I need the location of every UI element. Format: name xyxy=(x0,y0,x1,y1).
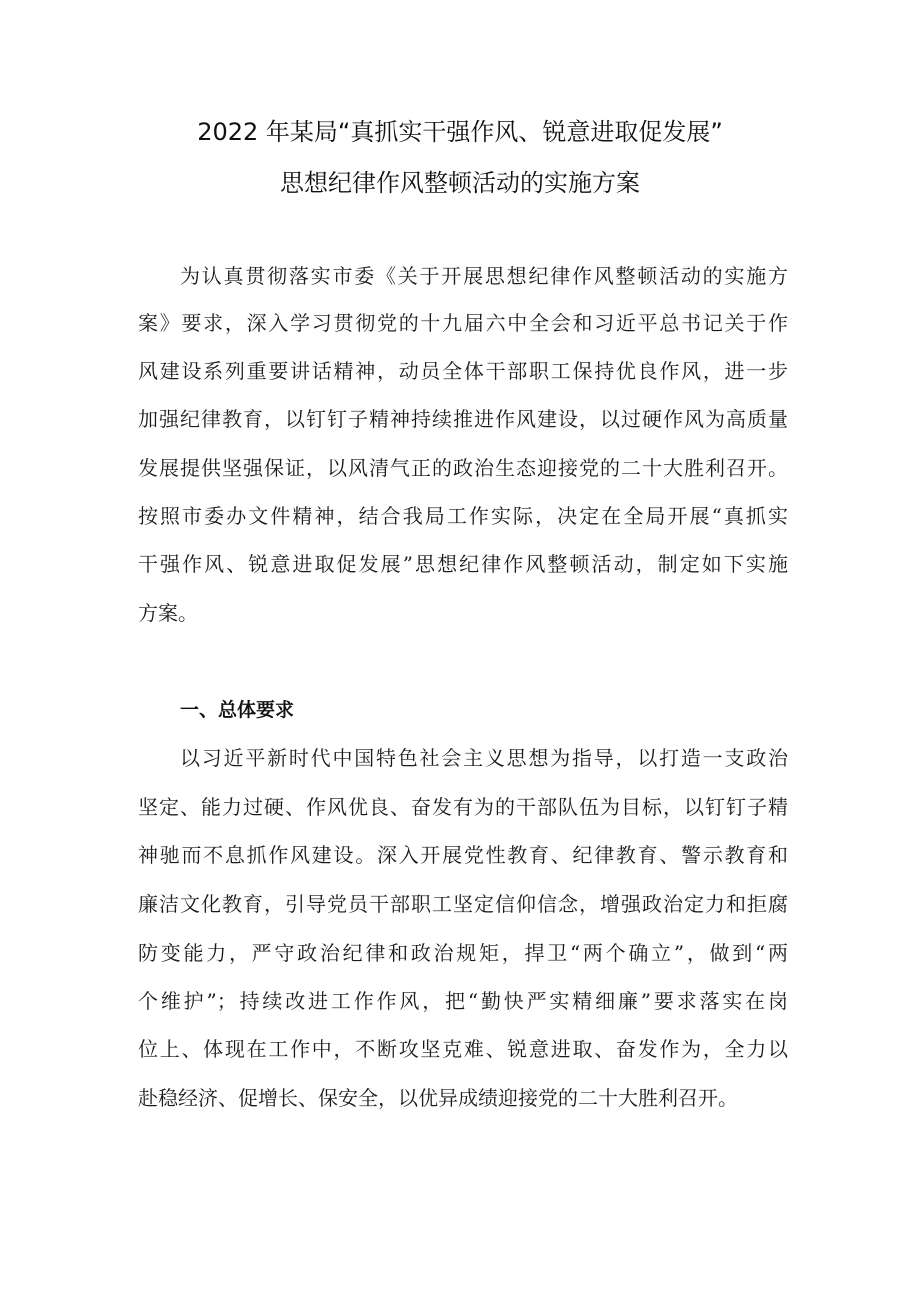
section-paragraph-line: 以习近平新时代中国特色社会主义思想为指导，以打造一支政治 xyxy=(180,746,788,770)
intro-paragraph-line: 风建设系列重要讲话精神，动员全体干部职工保持优良作风，进一步 xyxy=(138,359,788,383)
intro-paragraph-line: 发展提供坚强保证，以风清气正的政治生态迎接党的二十大胜利召开。 xyxy=(138,456,788,480)
section-paragraph-line: 防变能力，严守政治纪律和政治规矩，捍卫“两个确立”，做到“两 xyxy=(138,941,788,965)
section-paragraph-line: 个维护”；持续改进工作作风，把“勤快严实精细廉”要求落实在岗 xyxy=(138,989,788,1013)
section-paragraph-line: 位上、体现在工作中，不断攻坚克难、锐意进取、奋发作为，全力以 xyxy=(138,1037,788,1061)
intro-paragraph-line: 方案。 xyxy=(138,601,198,625)
section-paragraph-line: 赴稳经济、促增长、保安全，以优异成绩迎接党的二十大胜利召开。 xyxy=(138,1086,738,1110)
section-paragraph-line: 神驰而不息抓作风建设。深入开展党性教育、纪律教育、警示教育和 xyxy=(138,843,788,867)
intro-paragraph-line: 为认真贯彻落实市委《关于开展思想纪律作风整顿活动的实施方 xyxy=(180,264,788,288)
section-paragraph-line: 坚定、能力过硬、作风优良、奋发有为的干部队伍为目标，以钉钉子精 xyxy=(138,795,788,819)
section-paragraph-line: 廉洁文化教育，引导党员干部职工坚定信仰信念，增强政治定力和拒腐 xyxy=(138,892,788,916)
document-title-line-2: 思想纪律作风整顿活动的实施方案 xyxy=(280,169,640,197)
section-heading: 一、总体要求 xyxy=(180,699,295,721)
intro-paragraph-line: 加强纪律教育，以钉钉子精神持续推进作风建设，以过硬作风为高质量 xyxy=(138,407,788,431)
intro-paragraph-line: 按照市委办文件精神，结合我局工作实际，决定在全局开展“真抓实 xyxy=(138,504,788,528)
intro-paragraph-line: 案》要求，深入学习贯彻党的十九届六中全会和习近平总书记关于作 xyxy=(138,311,788,335)
document-title-line-1: 2022 年某局“真抓实干强作风、锐意进取促发展” xyxy=(197,118,723,146)
intro-paragraph-line: 干强作风、锐意进取促发展”思想纪律作风整顿活动，制定如下实施 xyxy=(138,552,788,576)
